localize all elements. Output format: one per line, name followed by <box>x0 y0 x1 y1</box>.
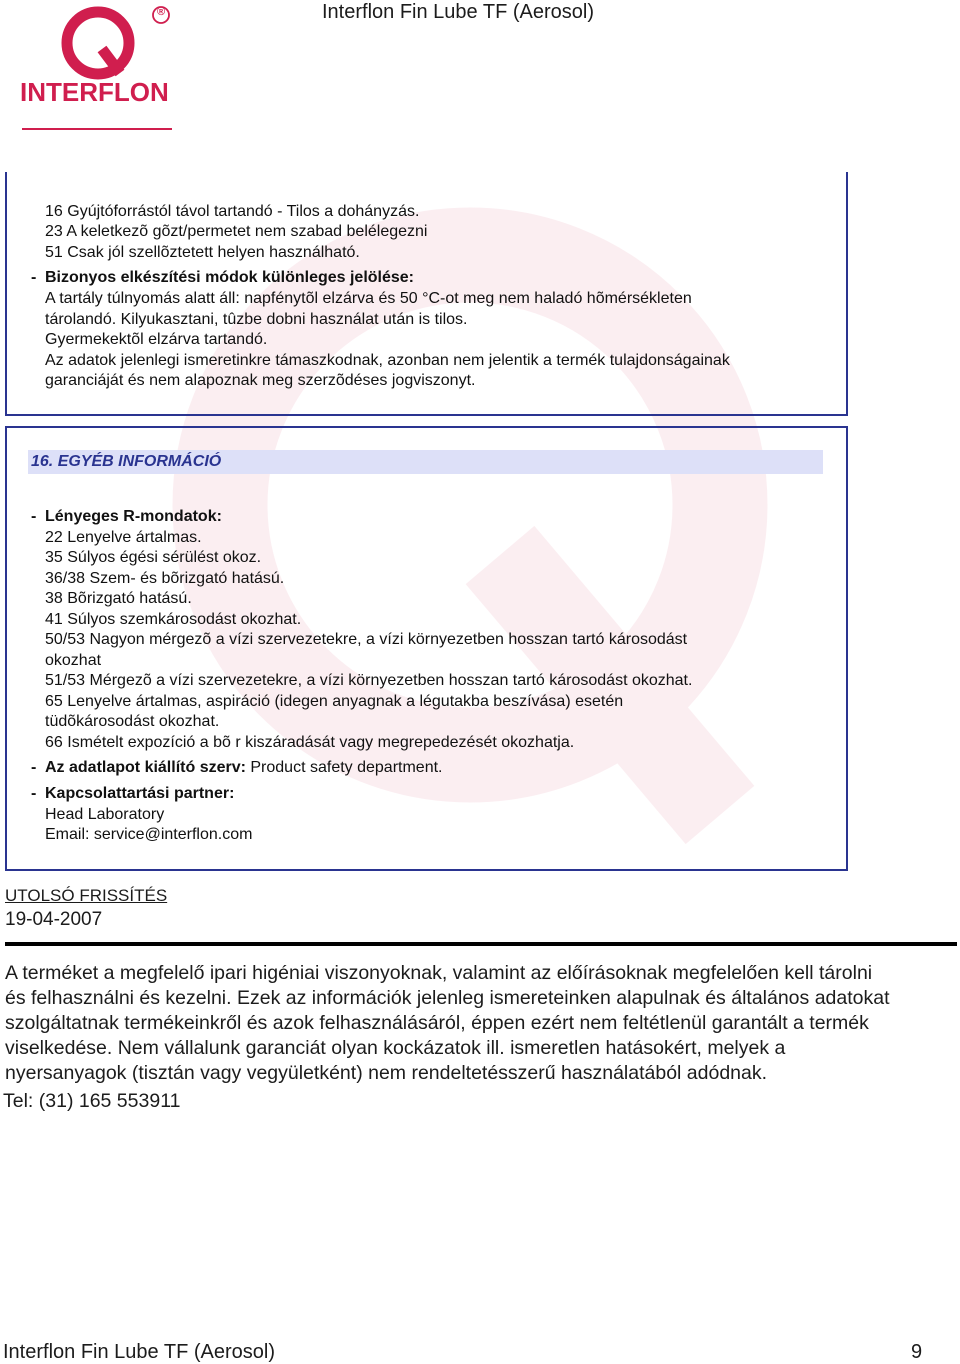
bullet-dash: - <box>31 508 37 525</box>
r-phrase: 50/53 Nagyon mérgezõ a vízi szervezetekre, a vízi környezetben hosszan tartó károsodást <box>45 631 688 648</box>
telephone: Tel: (31) 165 553911 <box>3 1090 181 1112</box>
special-label-title: Bizonyos elkészítési módok különleges jelölése: <box>45 269 415 286</box>
disclaimer-line: és felhasználni és kezelni. Ezek az információk jelenleg ismereteinken alapulnak és általános adatokat <box>5 987 890 1009</box>
disclaimer-line: A terméket a megfelelő ipari higéniai viszonyoknak, valamint az előírásoknak megfelelően kell tárolni <box>5 962 873 984</box>
disclaimer-line: viselkedése. Nem vállalunk garanciát olyan kockázatok ill. ismeretlen hatásokért, melyek a <box>5 1037 786 1059</box>
last-update-date: 19-04-2007 <box>5 909 103 930</box>
disclaimer-line: szolgáltatnak termékeinkről és azok felhasználásáról, éppen ezért nem feltétlenül garantált a termék <box>5 1012 869 1034</box>
text-line: 23 A keletkezõ gõzt/permetet nem szabad belélegezni <box>45 223 428 240</box>
r-phrase: 22 Lenyelve ártalmas. <box>45 529 202 546</box>
section-16-title: 16. EGYÉB INFORMÁCIÓ <box>31 453 222 470</box>
r-phrases-title: Lényeges R-mondatok: <box>45 508 222 525</box>
r-phrase: 35 Súlyos égési sérülést okoz. <box>45 549 262 566</box>
r-phrase: 51/53 Mérgezõ a vízi szervezetekre, a vízi környezetben hosszan tartó károsodást okozhat. <box>45 672 693 689</box>
bullet-dash: - <box>31 759 37 776</box>
text-line: A tartály túlnyomás alatt áll: napfénytõl elzárva és 50 °C-ot meg nem haladó hõmérsékleten <box>45 290 692 307</box>
text-line: 51 Csak jól szellõztetett helyen használható. <box>45 244 360 261</box>
disclaimer <box>5 961 960 1086</box>
r-phrase: 41 Súlyos szemkárosodást okozhat. <box>45 611 302 628</box>
page-number: 9 <box>911 1341 923 1363</box>
logo-wordmark: INTERFLON <box>20 77 169 107</box>
r-phrase: 66 Ismételt expozíció a bõ r kiszáradását vagy megrepedezését okozhatja. <box>45 734 575 751</box>
r-phrase: 38 Bõrizgató hatású. <box>45 590 192 607</box>
r-phrase: tüdõkárosodást okozhat. <box>45 713 220 730</box>
r-phrase: 36/38 Szem- és bõrizgató hatású. <box>45 570 285 587</box>
interflon-logo <box>18 3 178 131</box>
last-update-label: UTOLSÓ FRISSÍTÉS <box>5 886 168 905</box>
contact-label: Kapcsolattartási partner: <box>45 785 235 802</box>
bullet-dash: - <box>31 785 37 802</box>
text-line: Az adatok jelenlegi ismeretinkre támaszkodnak, azonban nem jelentik a termék tulajdonságainak <box>45 352 730 369</box>
contact-line: Head Laboratory <box>45 806 165 823</box>
disclaimer-line: nyersanyagok (tisztán vagy vegyületként) nem rendeltetésszerű használatából adódnak. <box>5 1062 768 1084</box>
issuer-value: Product safety department. <box>245 759 443 776</box>
logo-underline <box>22 128 172 130</box>
text-line: Gyermekektõl elzárva tartandó. <box>45 331 268 348</box>
text-line: tárolandó. Kilyukasztani, tûzbe dobni használat után is tilos. <box>45 311 468 328</box>
text-line: garanciáját és nem alapoznak meg szerzõdéses jogviszonyt. <box>45 372 476 389</box>
divider <box>5 942 957 946</box>
logo-mark-icon <box>18 3 178 83</box>
contact-email: Email: service@interflon.com <box>45 826 253 843</box>
text-line: 16 Gyújtóforrástól távol tartandó - Tilos a dohányzás. <box>45 203 420 220</box>
r-phrase: okozhat <box>45 652 102 669</box>
r-phrase: 65 Lenyelve ártalmas, aspiráció (idegen anyagnak a légutakba beszívása) esetén <box>45 693 624 710</box>
header-title: Interflon Fin Lube TF (Aerosol) <box>322 1 594 23</box>
bullet-dash: - <box>31 269 37 286</box>
issuer-line <box>45 758 442 778</box>
issuer-label: Az adatlapot kiállító szerv: <box>45 759 246 776</box>
logo-registered-mark: ® <box>157 6 166 18</box>
footer-product-name: Interflon Fin Lube TF (Aerosol) <box>3 1341 275 1363</box>
